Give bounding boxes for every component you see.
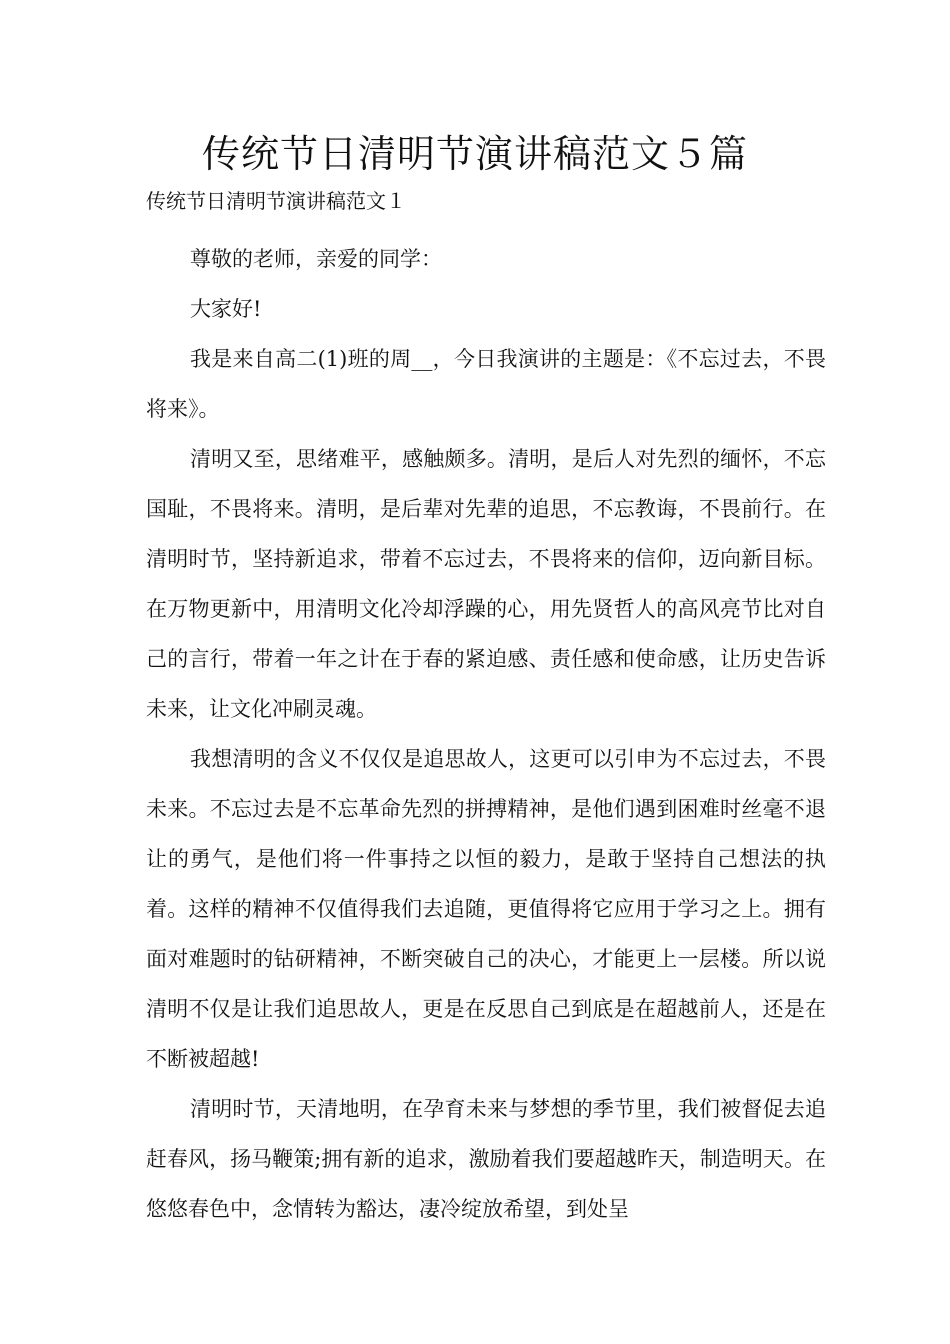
paragraph-body-2: 我想清明的含义不仅仅是追思故人，这更可以引申为不忘过去，不畏未来。不忘过去是不忘革命先烈的拼搏精神，是他们遇到困难时丝毫不退让的勇气，是他们将一件事持之以恒的毅力，是敢于坚持自己想法的执着。这样的精神不仅值得我们去追随，更值得将它应用于学习之上。拥有面对难题时的钻研精神，不断突破自己的决心，才能更上一层楼。所以说清明不仅是让我们追思故人，更是在反思自己到底是在超越前人，还是在不断被超越! [146,747,826,1071]
paragraph-body-3: 清明时节，天清地明，在孕育未来与梦想的季节里，我们被督促去追赶春风，扬马鞭策;拥有新的追求，激励着我们要超越昨天，制造明天。在悠悠春色中，念情转为豁达，凄冷绽放希望，到处呈 [146,1097,826,1221]
document-body [146,234,826,1234]
paragraph-greeting: 尊敬的老师，亲爱的同学： [190,247,442,271]
document-title: 传统节日清明节演讲稿范文５篇 [201,132,748,176]
paragraph-body-1: 清明又至，思绪难平，感触颇多。清明，是后人对先烈的缅怀，不忘国耻，不畏将来。清明，是后辈对先辈的追思，不忘教诲，不畏前行。在清明时节，坚持新追求，带着不忘过去，不畏将来的信仰，迈向新目标。在万物更新中，用清明文化冷却浮躁的心，用先贤哲人的高风亮节比对自己的言行，带着一年之计在于春的紧迫感、责任感和使命感，让历史告诉未来，让文化冲刷灵魂。 [146,447,826,721]
section-heading: 传统节日清明节演讲稿范文１ [146,189,406,213]
paragraph-intro: 我是来自高二(1)班的周__，今日我演讲的主题是：《不忘过去，不畏将来》。 [146,347,826,421]
paragraph-hello: 大家好! [190,297,262,321]
